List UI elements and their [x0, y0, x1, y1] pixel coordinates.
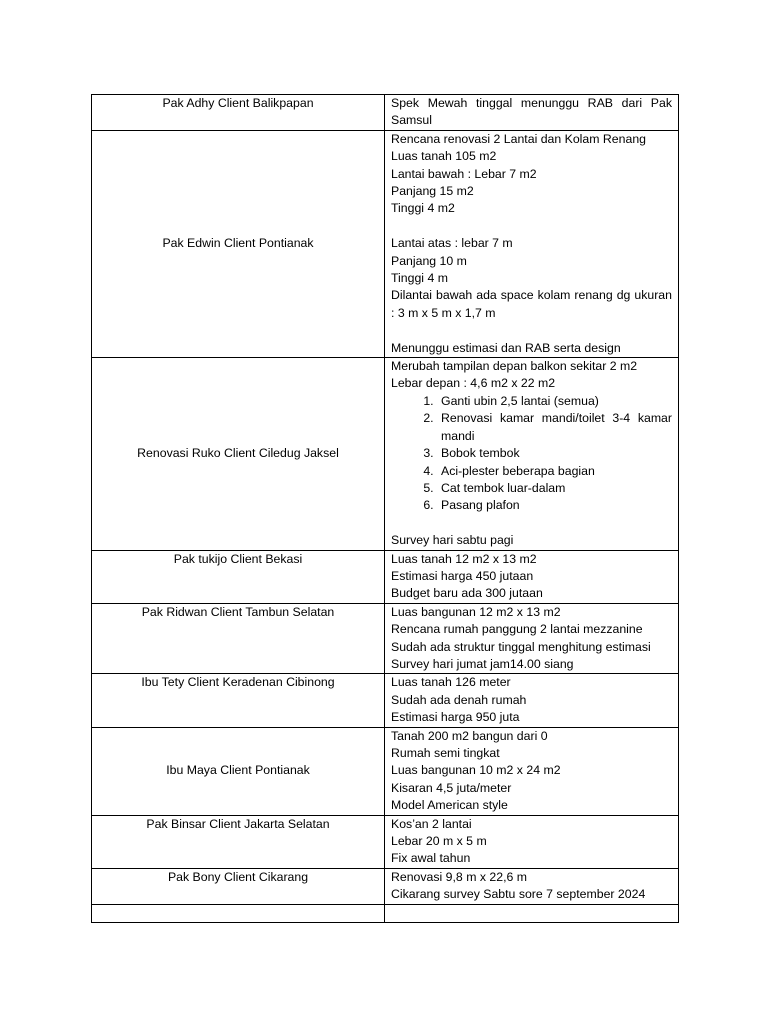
- client-table-body: [92, 95, 679, 923]
- note-line: Survey hari sabtu pagi: [391, 533, 514, 548]
- table-row: [92, 674, 679, 727]
- task-list-item: 4. Aci-plester beberapa bagian: [437, 463, 672, 480]
- note-line: Estimasi harga 450 jutaan: [391, 568, 534, 583]
- client-table: [91, 94, 679, 923]
- client-notes-cell: [385, 358, 679, 550]
- client-notes-cell: [385, 550, 679, 603]
- table-row: [92, 904, 679, 922]
- note-line: Rencana rumah panggung 2 lantai mezzanine: [391, 622, 643, 637]
- note-line: Kos’an 2 lantai: [391, 816, 472, 831]
- note-line: Luas bangunan 10 m2 x 24 m2: [391, 763, 561, 778]
- note-line: Kisaran 4,5 juta/meter: [391, 780, 512, 795]
- note-line: Sudah ada denah rumah: [391, 692, 527, 707]
- note-line: Menunggu estimasi dan RAB serta design: [391, 340, 621, 355]
- note-line: Budget baru ada 300 jutaan: [391, 586, 543, 601]
- note-line: Renovasi 9,8 m x 22,6 m: [391, 869, 528, 884]
- note-line: Rumah semi tingkat: [391, 745, 500, 760]
- client-notes-cell: [385, 603, 679, 674]
- task-list-item: 5. Cat tembok luar-dalam: [437, 480, 672, 497]
- note-line: Sudah ada struktur tinggal menghitung estimasi: [391, 639, 651, 654]
- task-list-item: 3. Bobok tembok: [437, 445, 672, 462]
- client-notes-cell: [385, 130, 679, 357]
- note-line: Luas tanah 126 meter: [391, 675, 511, 690]
- note-line: Model American style: [391, 798, 508, 813]
- note-line: Spek Mewah tinggal menunggu RAB dari Pak Samsul: [391, 96, 672, 128]
- note-line: Merubah tampilan depan balkon sekitar 2 m2: [391, 359, 638, 374]
- table-row: [92, 358, 679, 550]
- note-line: Panjang 10 m: [391, 253, 467, 268]
- blank-line: [391, 322, 672, 339]
- client-name-cell: Ibu Tety Client Keradenan Cibinong: [92, 674, 385, 727]
- table-row: [92, 868, 679, 904]
- note-line: Estimasi harga 950 juta: [391, 710, 520, 725]
- note-line: Dilantai bawah ada space kolam renang dg ukuran : 3 m x 5 m x 1,7 m: [391, 288, 672, 320]
- task-list-item: 1. Ganti ubin 2,5 lantai (semua): [437, 393, 672, 410]
- table-row: [92, 130, 679, 357]
- client-name-cell: Pak Adhy Client Balikpapan: [92, 95, 385, 131]
- client-name-cell: Pak Edwin Client Pontianak: [92, 130, 385, 357]
- client-name-cell: Pak tukijo Client Bekasi: [92, 550, 385, 603]
- client-name-cell: Pak Bony Client Cikarang: [92, 868, 385, 904]
- note-line: Luas tanah 12 m2 x 13 m2: [391, 551, 537, 566]
- client-notes-cell: [385, 868, 679, 904]
- task-list-item: 6. Pasang plafon: [437, 497, 672, 514]
- note-line: Lebar 20 m x 5 m: [391, 834, 487, 849]
- task-list: [391, 393, 672, 515]
- note-line: Rencana renovasi 2 Lantai dan Kolam Renang: [391, 131, 646, 146]
- client-notes-cell: [385, 904, 679, 922]
- note-line: Tinggi 4 m: [391, 271, 448, 286]
- client-name-cell: Ibu Maya Client Pontianak: [92, 727, 385, 815]
- client-notes-cell: [385, 727, 679, 815]
- blank-line: [391, 218, 672, 235]
- table-row: [92, 603, 679, 674]
- note-line: Lebar depan : 4,6 m2 x 22 m2: [391, 376, 556, 391]
- table-row: [92, 95, 679, 131]
- note-line: Survey hari jumat jam14.00 siang: [391, 656, 574, 671]
- note-line: Cikarang survey Sabtu sore 7 september 2024: [391, 887, 646, 902]
- note-line: Lantai bawah : Lebar 7 m2: [391, 166, 537, 181]
- table-row: [92, 815, 679, 868]
- client-name-cell: Pak Binsar Client Jakarta Selatan: [92, 815, 385, 868]
- blank-line: [391, 515, 672, 532]
- note-line: Fix awal tahun: [391, 851, 471, 866]
- task-list-item: 2. Renovasi kamar mandi/toilet 3-4 kamar mandi: [437, 410, 672, 445]
- note-line: Luas bangunan 12 m2 x 13 m2: [391, 604, 561, 619]
- client-notes-cell: [385, 815, 679, 868]
- table-row: [92, 550, 679, 603]
- note-line: Tanah 200 m2 bangun dari 0: [391, 728, 548, 743]
- client-notes-cell: [385, 95, 679, 131]
- client-name-cell: [92, 904, 385, 922]
- note-line: Luas tanah 105 m2: [391, 149, 497, 164]
- client-name-cell: Pak Ridwan Client Tambun Selatan: [92, 603, 385, 674]
- note-line: Lantai atas : lebar 7 m: [391, 236, 513, 251]
- note-line: Panjang 15 m2: [391, 184, 474, 199]
- client-name-cell: Renovasi Ruko Client Ciledug Jaksel: [92, 358, 385, 550]
- client-notes-cell: [385, 674, 679, 727]
- note-line: Tinggi 4 m2: [391, 201, 455, 216]
- table-row: [92, 727, 679, 815]
